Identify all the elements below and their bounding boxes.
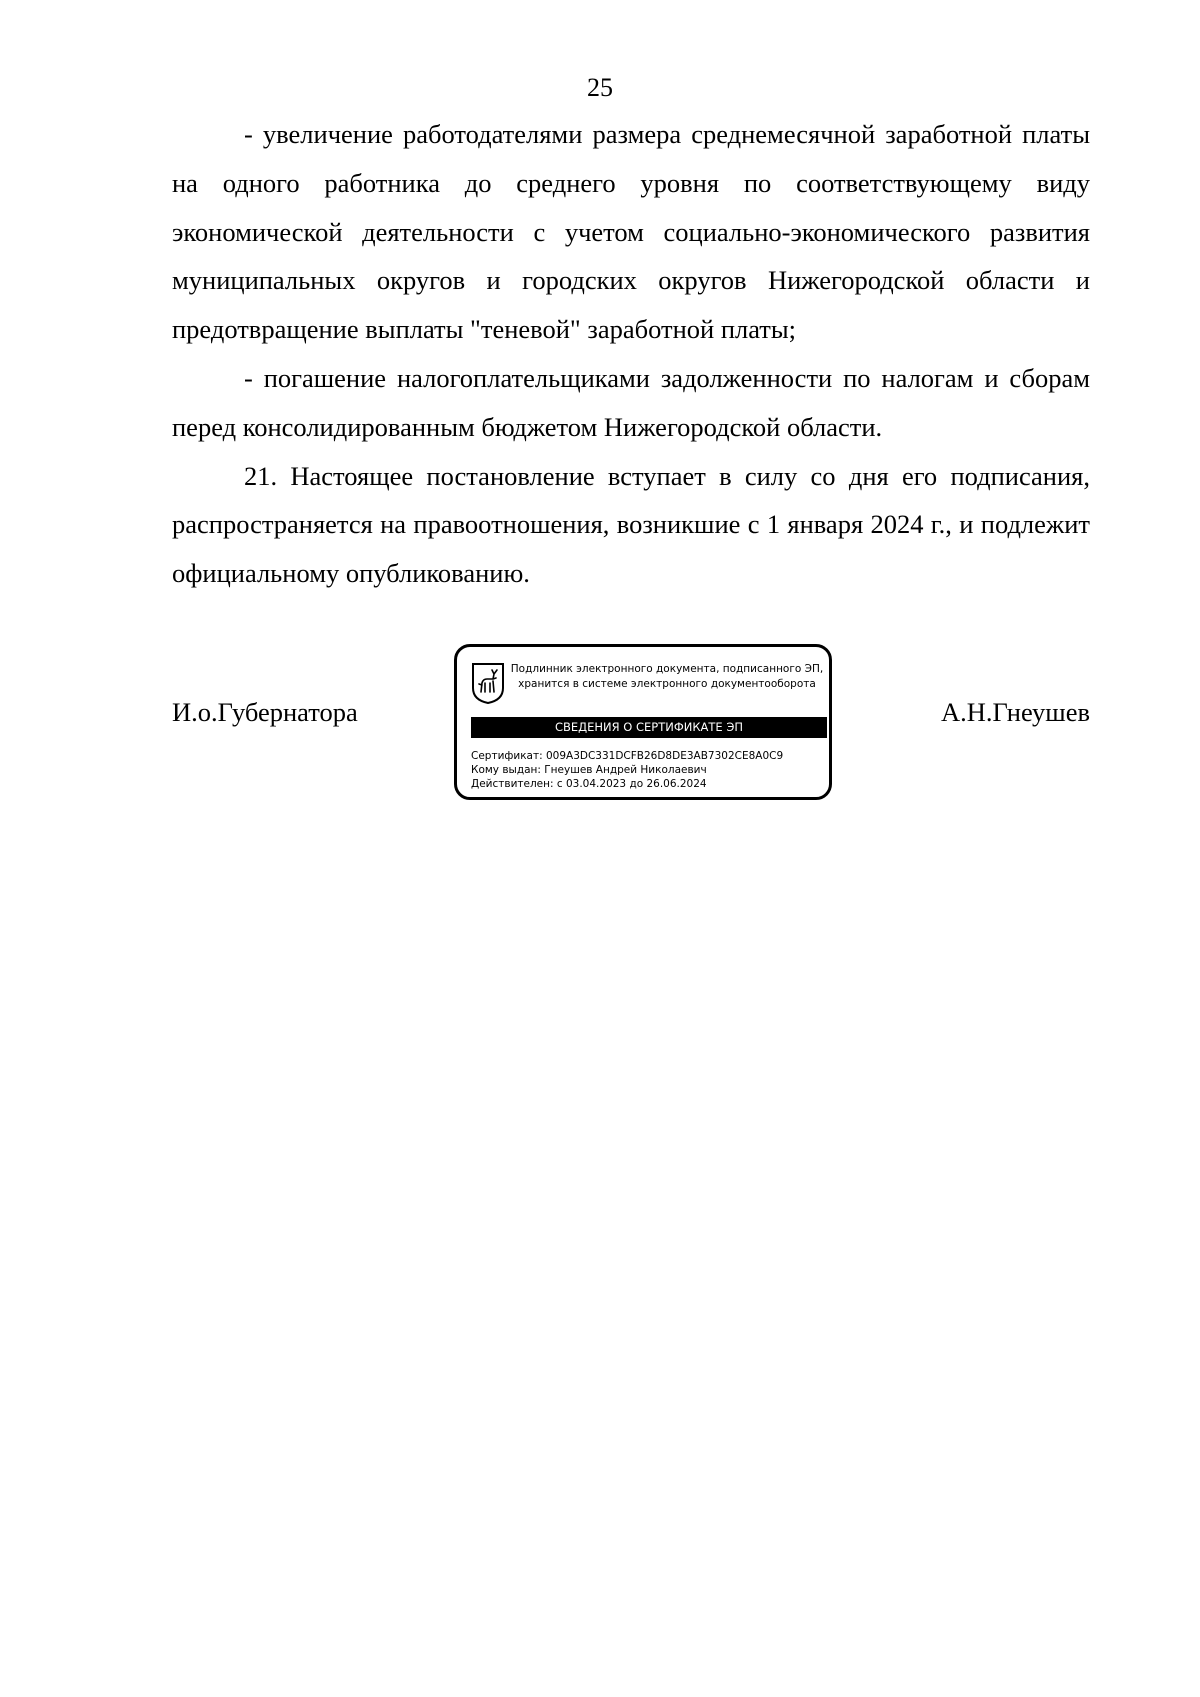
certificate-validity: Действителен: с 03.04.2023 до 26.06.2024 [471, 778, 707, 790]
signer-name: А.Н.Гнеушев [940, 697, 1090, 727]
stamp-header-line-1: Подлинник электронного документа, подписанного ЭП, [510, 663, 824, 675]
paragraph-effective-date: 21. Настоящее постановление вступает в силу со дня его подписания, распространяется на правоотношения, возникшие с 1 января 2024 г., и подлежит официальному опубликованию. [172, 460, 1090, 589]
certificate-info-bar: СВЕДЕНИЯ О СЕРТИФИКАТЕ ЭП [471, 717, 827, 738]
document-body [172, 110, 1090, 598]
electronic-signature-stamp [454, 644, 832, 800]
signature-block [0, 640, 1200, 810]
stamp-header-line-2: хранится в системе электронного документооборота [518, 678, 816, 690]
certificate-issued-to: Кому выдан: Гнеушев Андрей Николаевич [471, 764, 707, 776]
paragraph-tax-debt: - погашение налогоплательщиками задолженности по налогам и сборам перед консолидированным бюджетом Нижегородской области. [172, 362, 1090, 442]
certificate-details [471, 749, 827, 791]
paragraph-wage-increase: - увеличение работодателями размера среднемесячной заработной платы на одного работника до среднего уровня по соответствующему виду экономической деятельности с учетом социально-экономического развития муниципальных округов и городских округов Нижегородской области и предотвращение выплаты "теневой" заработной платы; [172, 119, 1090, 345]
signer-title: И.о.Губернатора [172, 697, 358, 727]
stamp-header [509, 662, 825, 692]
certificate-number: Сертификат: 009A3DC331DCFB26D8DE3AB7302CE8A0C9 [471, 750, 784, 762]
deer-emblem-icon [471, 662, 505, 705]
page-number: 25 [587, 73, 613, 102]
